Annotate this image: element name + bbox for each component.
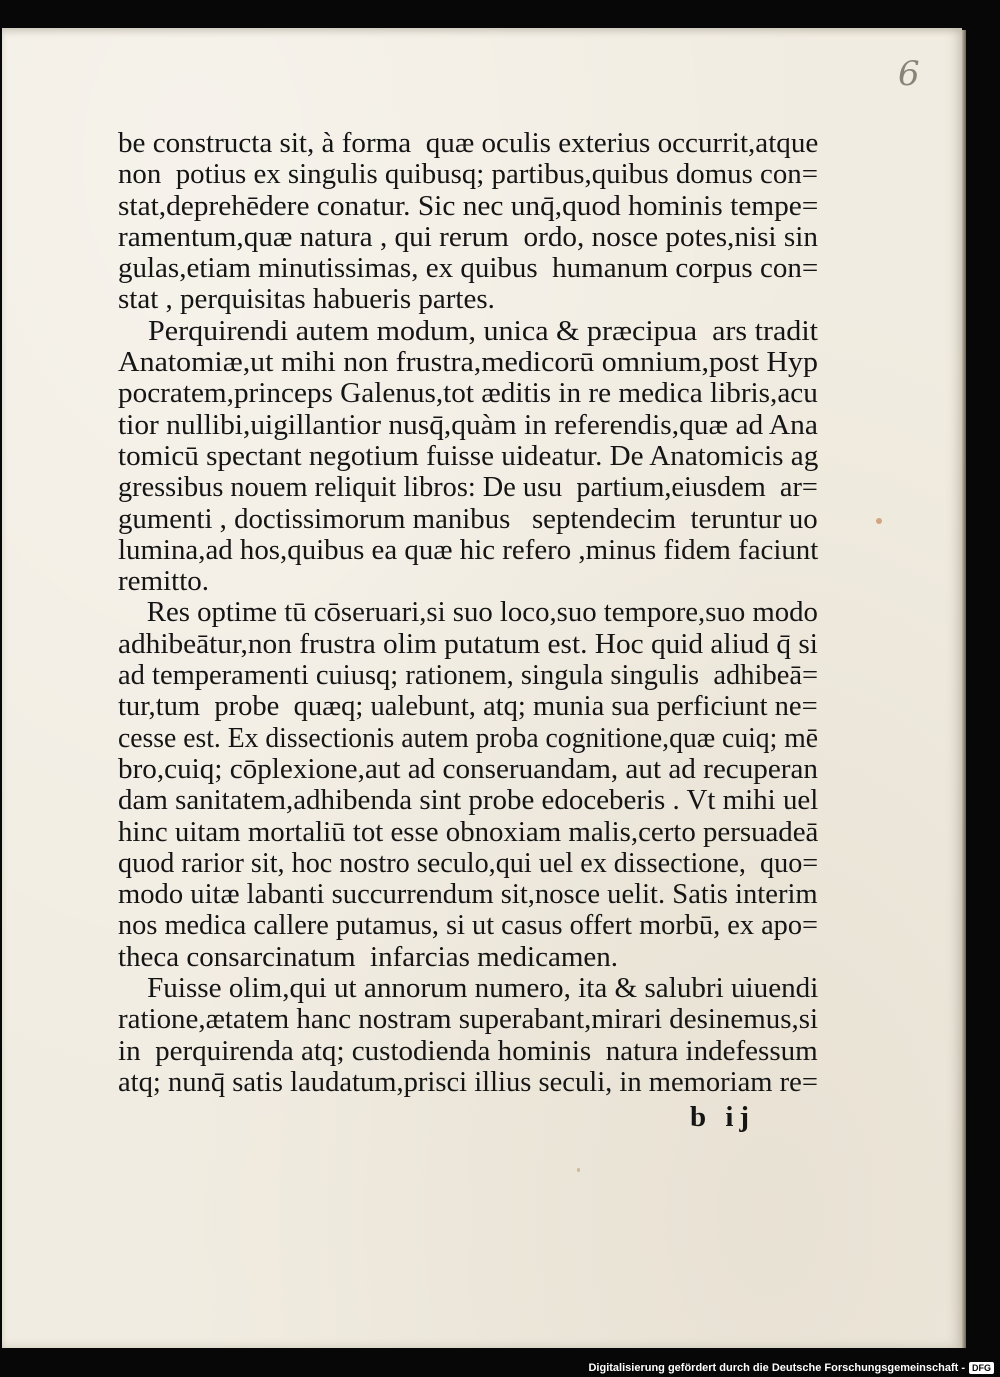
text-block	[118, 128, 818, 1098]
text-line: Anatomiæ,ut mihi non frustra,medicorū omnium,post Hyp	[118, 346, 818, 379]
text-line: gulas,etiam minutissimas, ex quibus humanum corpus con=	[118, 252, 819, 285]
folio-number: 6	[898, 54, 920, 94]
text-line: ramentum,quæ natura , qui rerum ordo, nosce potes,nisi sin	[118, 220, 818, 253]
text-line: cesse est. Ex dissectionis autem proba cognitione,quæ cuiq; mē	[118, 721, 818, 754]
text-line: ad temperamenti cuiusq; rationem, singula singulis adhibeā=	[118, 659, 819, 692]
text-line: remitto.	[118, 565, 210, 598]
text-line: Res optime tū cōseruari,si suo loco,suo tempore,suo modo	[118, 596, 818, 629]
text-line: atq; nunq̄ satis laudatum,prisci illius seculi, in memoriam re=	[118, 1065, 818, 1098]
text-line: non potius ex singulis quibusq; partibus,quibus domus con=	[118, 158, 818, 191]
paper-spot	[876, 518, 882, 524]
text-line: ratione,ætatem hanc nostram superabant,mirari desinemus,si	[118, 1003, 819, 1036]
text-line: tomicū spectant negotium fuisse uideatur. De Anatomicis ag	[118, 439, 819, 472]
text-line: quod rarior sit, hoc nostro seculo,qui uel ex dissectione, quo=	[118, 846, 819, 879]
text-line: nos medica callere putamus, si ut casus offert morbū, ex apo=	[118, 909, 818, 942]
text-line: adhibeātur,non frustra olim putatum est. Hoc quid aliud q̄ si	[118, 627, 818, 660]
text-line: Fuisse olim,qui ut annorum numero, ita & salubri uiuendi	[118, 972, 819, 1005]
text-line: be constructa sit, à forma quæ oculis exterius occurrit,atque	[118, 127, 819, 159]
text-line: stat,deprehēdere conatur. Sic nec unq̄,quod hominis tempe=	[118, 189, 819, 222]
funding-credit-text: Digitalisierung gefördert durch die Deutsche Forschungsgemeinschaft -	[588, 1362, 965, 1374]
paper-spot	[577, 1168, 580, 1172]
signature-mark: b ij	[690, 1101, 756, 1133]
text-line: tur,tum probe quæq; ualebunt, atq; munia sua perficiunt ne=	[118, 690, 818, 723]
text-line: gumenti , doctissimorum manibus septendecim teruntur uo	[118, 502, 818, 535]
text-line: dam sanitatem,adhibenda sint probe edoceberis . Vt mihi uel	[118, 784, 819, 817]
page-edge	[962, 30, 966, 1348]
text-line: bro,cuiq; cōplexione,aut ad conseruandam, aut ad recuperan	[118, 752, 818, 785]
text-line: Perquirendi autem modum, unica & præcipua ars tradit	[118, 314, 819, 347]
text-line: stat , perquisitas habueris partes.	[118, 283, 495, 316]
text-line: theca consarcinatum infarcias medicamen.	[118, 940, 619, 973]
text-line: lumina,ad hos,quibus ea quæ hic refero ,minus fidem faciunt	[118, 533, 819, 566]
text-line: gressibus nouem reliquit libros: De usu partium,eiusdem ar=	[118, 471, 818, 504]
text-line: tior nullibi,uigillantior nusq̄,quàm in referendis,quæ ad Ana	[118, 408, 818, 441]
text-line: hinc uitam mortaliū tot esse obnoxiam malis,certo persuadeā	[118, 815, 819, 848]
dfg-logo: DFG	[969, 1362, 994, 1374]
text-line: pocratem,princeps Galenus,tot æditis in re medica libris,acu	[118, 377, 818, 410]
text-line: in perquirenda atq; custodienda hominis natura indefessum	[118, 1034, 818, 1067]
footer-credit	[588, 1360, 994, 1376]
text-line: modo uitæ labanti succurrendum sit,nosce uelit. Satis interim	[118, 878, 818, 911]
